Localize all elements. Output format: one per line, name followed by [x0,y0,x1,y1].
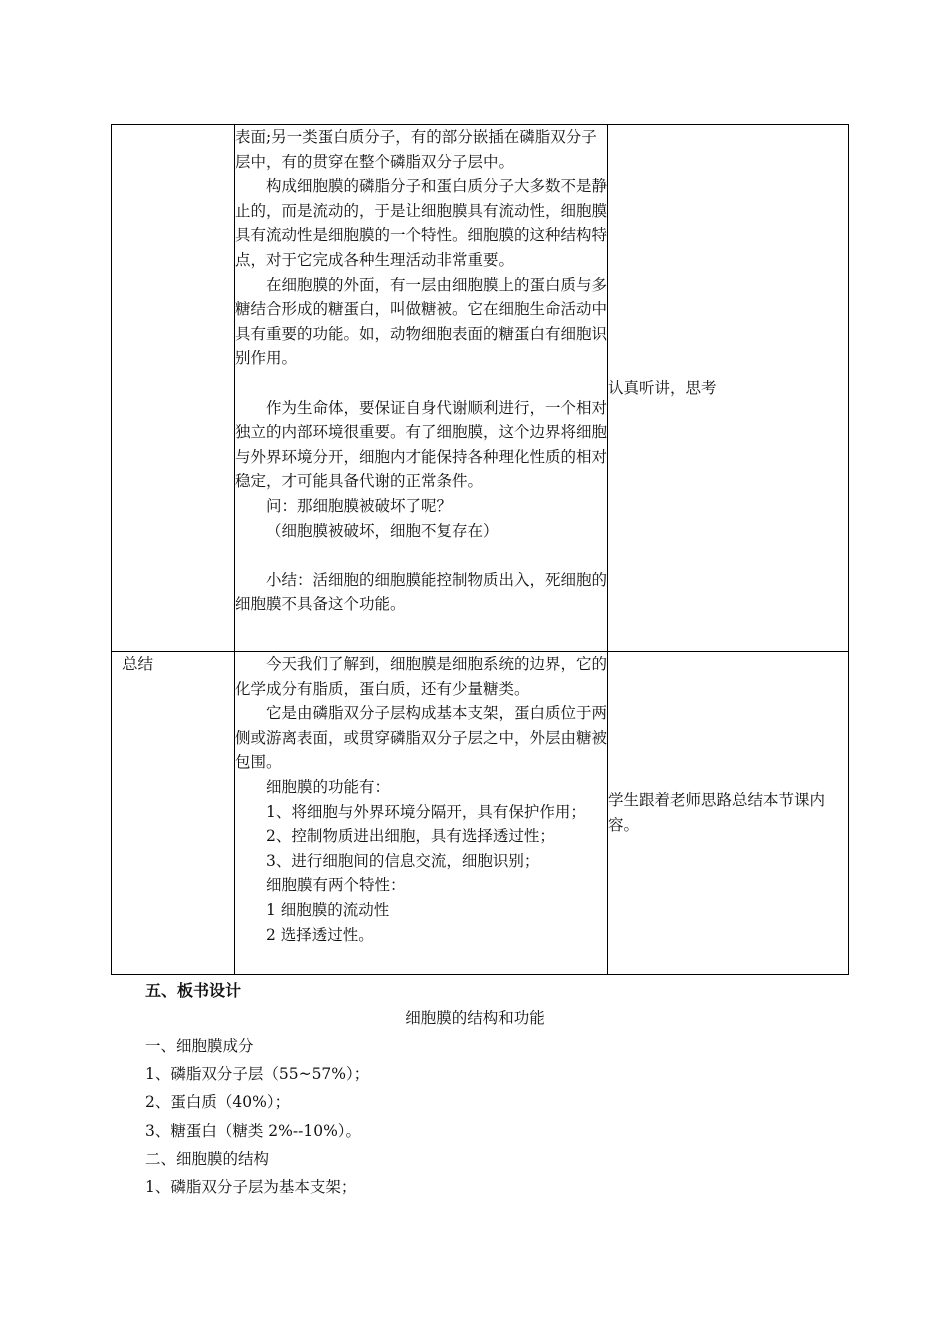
teacher-activity-text [235,652,607,947]
board-line: 2、蛋白质（40%）； [145,1093,291,1112]
board-line: 一、细胞膜成分 [145,1037,254,1055]
student-activity-cell: 认真听讲，思考 [608,125,849,652]
paragraph: 小结：活细胞的细胞膜能控制物质出入，死细胞的细胞膜不具备这个功能。 [235,570,608,614]
paragraph: 2、控制物质进出细胞，具有选择透过性； [266,827,555,846]
board-line: 1、磷脂双分子层为基本支架； [145,1178,357,1197]
board-line: 二、细胞膜的结构 [145,1149,270,1168]
board-title: 细胞膜的结构和功能 [405,1009,545,1027]
paragraph: 它是由磷脂双分子层构成基本支架，蛋白质位于两侧或游离表面，或贯穿磷脂双分子层之中，外层由糖被包围。 [235,704,608,772]
blank-line [235,543,607,568]
board-line: 3、糖蛋白（糖类 2%--10%）。 [145,1121,362,1140]
lesson-table [111,124,849,975]
paragraph: 表面;另一类蛋白质分子，有的部分嵌插在磷脂双分子层中，有的贯穿在整个磷脂双分子层中。 [235,128,597,171]
paragraph: 问：那细胞膜被破坏了呢？ [266,496,453,515]
table-row [112,125,849,652]
paragraph: 细胞膜的功能有： [266,777,391,796]
paragraph: 3、进行细胞间的信息交流，细胞识别； [266,851,540,870]
teacher-activity-cell [235,652,608,975]
paragraph: 在细胞膜的外面，有一层由细胞膜上的蛋白质与多糖结合形成的糖蛋白，叫做糖被。它在细胞生命活动中具有重要的功能。如，动物细胞表面的糖蛋白有细胞识别作用。 [235,275,608,368]
paragraph: 1 细胞膜的流动性 [266,900,390,919]
teacher-activity-cell [235,125,608,652]
paragraph: 2 选择透过性。 [266,925,374,944]
student-activity-cell: 学生跟着老师思路总结本节课内容。 [608,652,849,975]
paragraph: （细胞膜被破坏，细胞不复存在） [266,521,499,540]
paragraph: 作为生命体，要保证自身代谢顺利进行，一个相对独立的内部环境很重要。有了细胞膜，这个边界将细胞与外界环境分开，细胞内才能保持各种理化性质的相对稳定，才可能具备代谢的正常条件。 [235,398,608,491]
board-line: 1、磷脂双分子层（55~57%）； [145,1065,370,1084]
stage-cell [112,125,235,652]
table-row [112,652,849,975]
teacher-activity-text [235,125,607,617]
paragraph: 1、将细胞与外界环境分隔开，具有保护作用； [266,802,586,821]
section-heading: 五、板书设计 [145,981,242,1000]
paragraph: 今天我们了解到，细胞膜是细胞系统的边界，它的化学成分有脂质，蛋白质，还有少量糖类。 [235,655,608,698]
blank-line [235,371,607,396]
paragraph: 细胞膜有两个特性： [266,876,406,895]
stage-cell: 总结 [112,652,235,975]
paragraph: 构成细胞膜的磷脂分子和蛋白质分子大多数不是静止的，而是流动的，于是让细胞膜具有流动性，细胞膜具有流动性是细胞膜的一个特性。细胞膜的这种结构特点，对于它完成各种生理活动非常重要。 [235,177,608,269]
board-content [145,1032,369,1201]
